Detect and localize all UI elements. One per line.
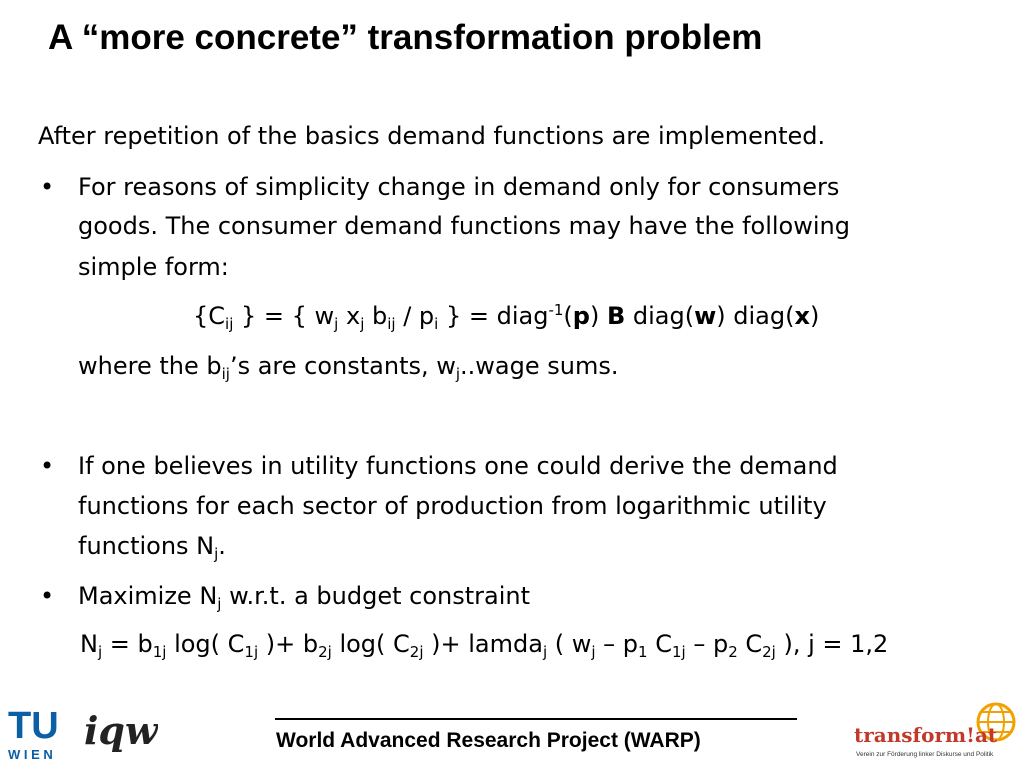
intro-text: After repetition of the basics demand functions are implemented. bbox=[38, 122, 826, 150]
bullet3-text: Maximize $N_j$ w.r.t. a budget constraint bbox=[78, 582, 531, 613]
transform-logo-text: transform!at bbox=[854, 723, 998, 747]
where-text: where the $b_{ij}’s$ are constants, $w_j..wage$ sums. bbox=[78, 352, 619, 383]
tu-logo-subtext: W I E N bbox=[8, 747, 53, 762]
utility-formula: $N_j = b_{1j}$ log( $C_{1j}$ )+ $b_{2j}$ log( $C_{2j}$ )+ lamda$_j$ ( $w_j - p_1$ $C_{1j} - p_2$ $C_{2j}$ ), j = 1,2 bbox=[80, 630, 889, 661]
iqw-logo-text: iqw bbox=[84, 708, 158, 753]
bullet-marker: • bbox=[40, 452, 55, 480]
bullet-marker: • bbox=[40, 582, 55, 610]
bullet-marker: • bbox=[40, 173, 55, 201]
bullet2-line2: functions for each sector of production from logarithmic utility bbox=[78, 492, 827, 520]
slide-title: A “more concrete” transformation problem bbox=[48, 18, 763, 57]
footer-divider bbox=[275, 718, 797, 720]
bullet2-line1: If one believes in utility functions one could derive the demand bbox=[78, 452, 838, 480]
transform-at-logo bbox=[854, 700, 1020, 764]
bullet2-line3: functions $N_j$. bbox=[78, 532, 226, 563]
footer-text: World Advanced Research Project (WARP) bbox=[276, 729, 701, 752]
bullet1-line1: For reasons of simplicity change in demand only for consumers bbox=[78, 173, 840, 201]
demand-formula: {$C_{ij}$ } = { $w_j$ $x_j$ $b_{ij} / p_i$ } = diag$^{-1}$(p) B diag(w) diag(x) bbox=[193, 301, 820, 333]
bullet1-line3: simple form: bbox=[78, 253, 229, 281]
bullet1-line2: goods. The consumer demand functions may have the following bbox=[78, 212, 850, 240]
transform-logo-subtext: Verein zur Förderung linker Diskurse und Politik bbox=[856, 751, 994, 758]
iqw-logo bbox=[82, 704, 158, 756]
tu-wien-logo bbox=[6, 704, 70, 762]
tu-logo-text: TU bbox=[8, 705, 59, 747]
